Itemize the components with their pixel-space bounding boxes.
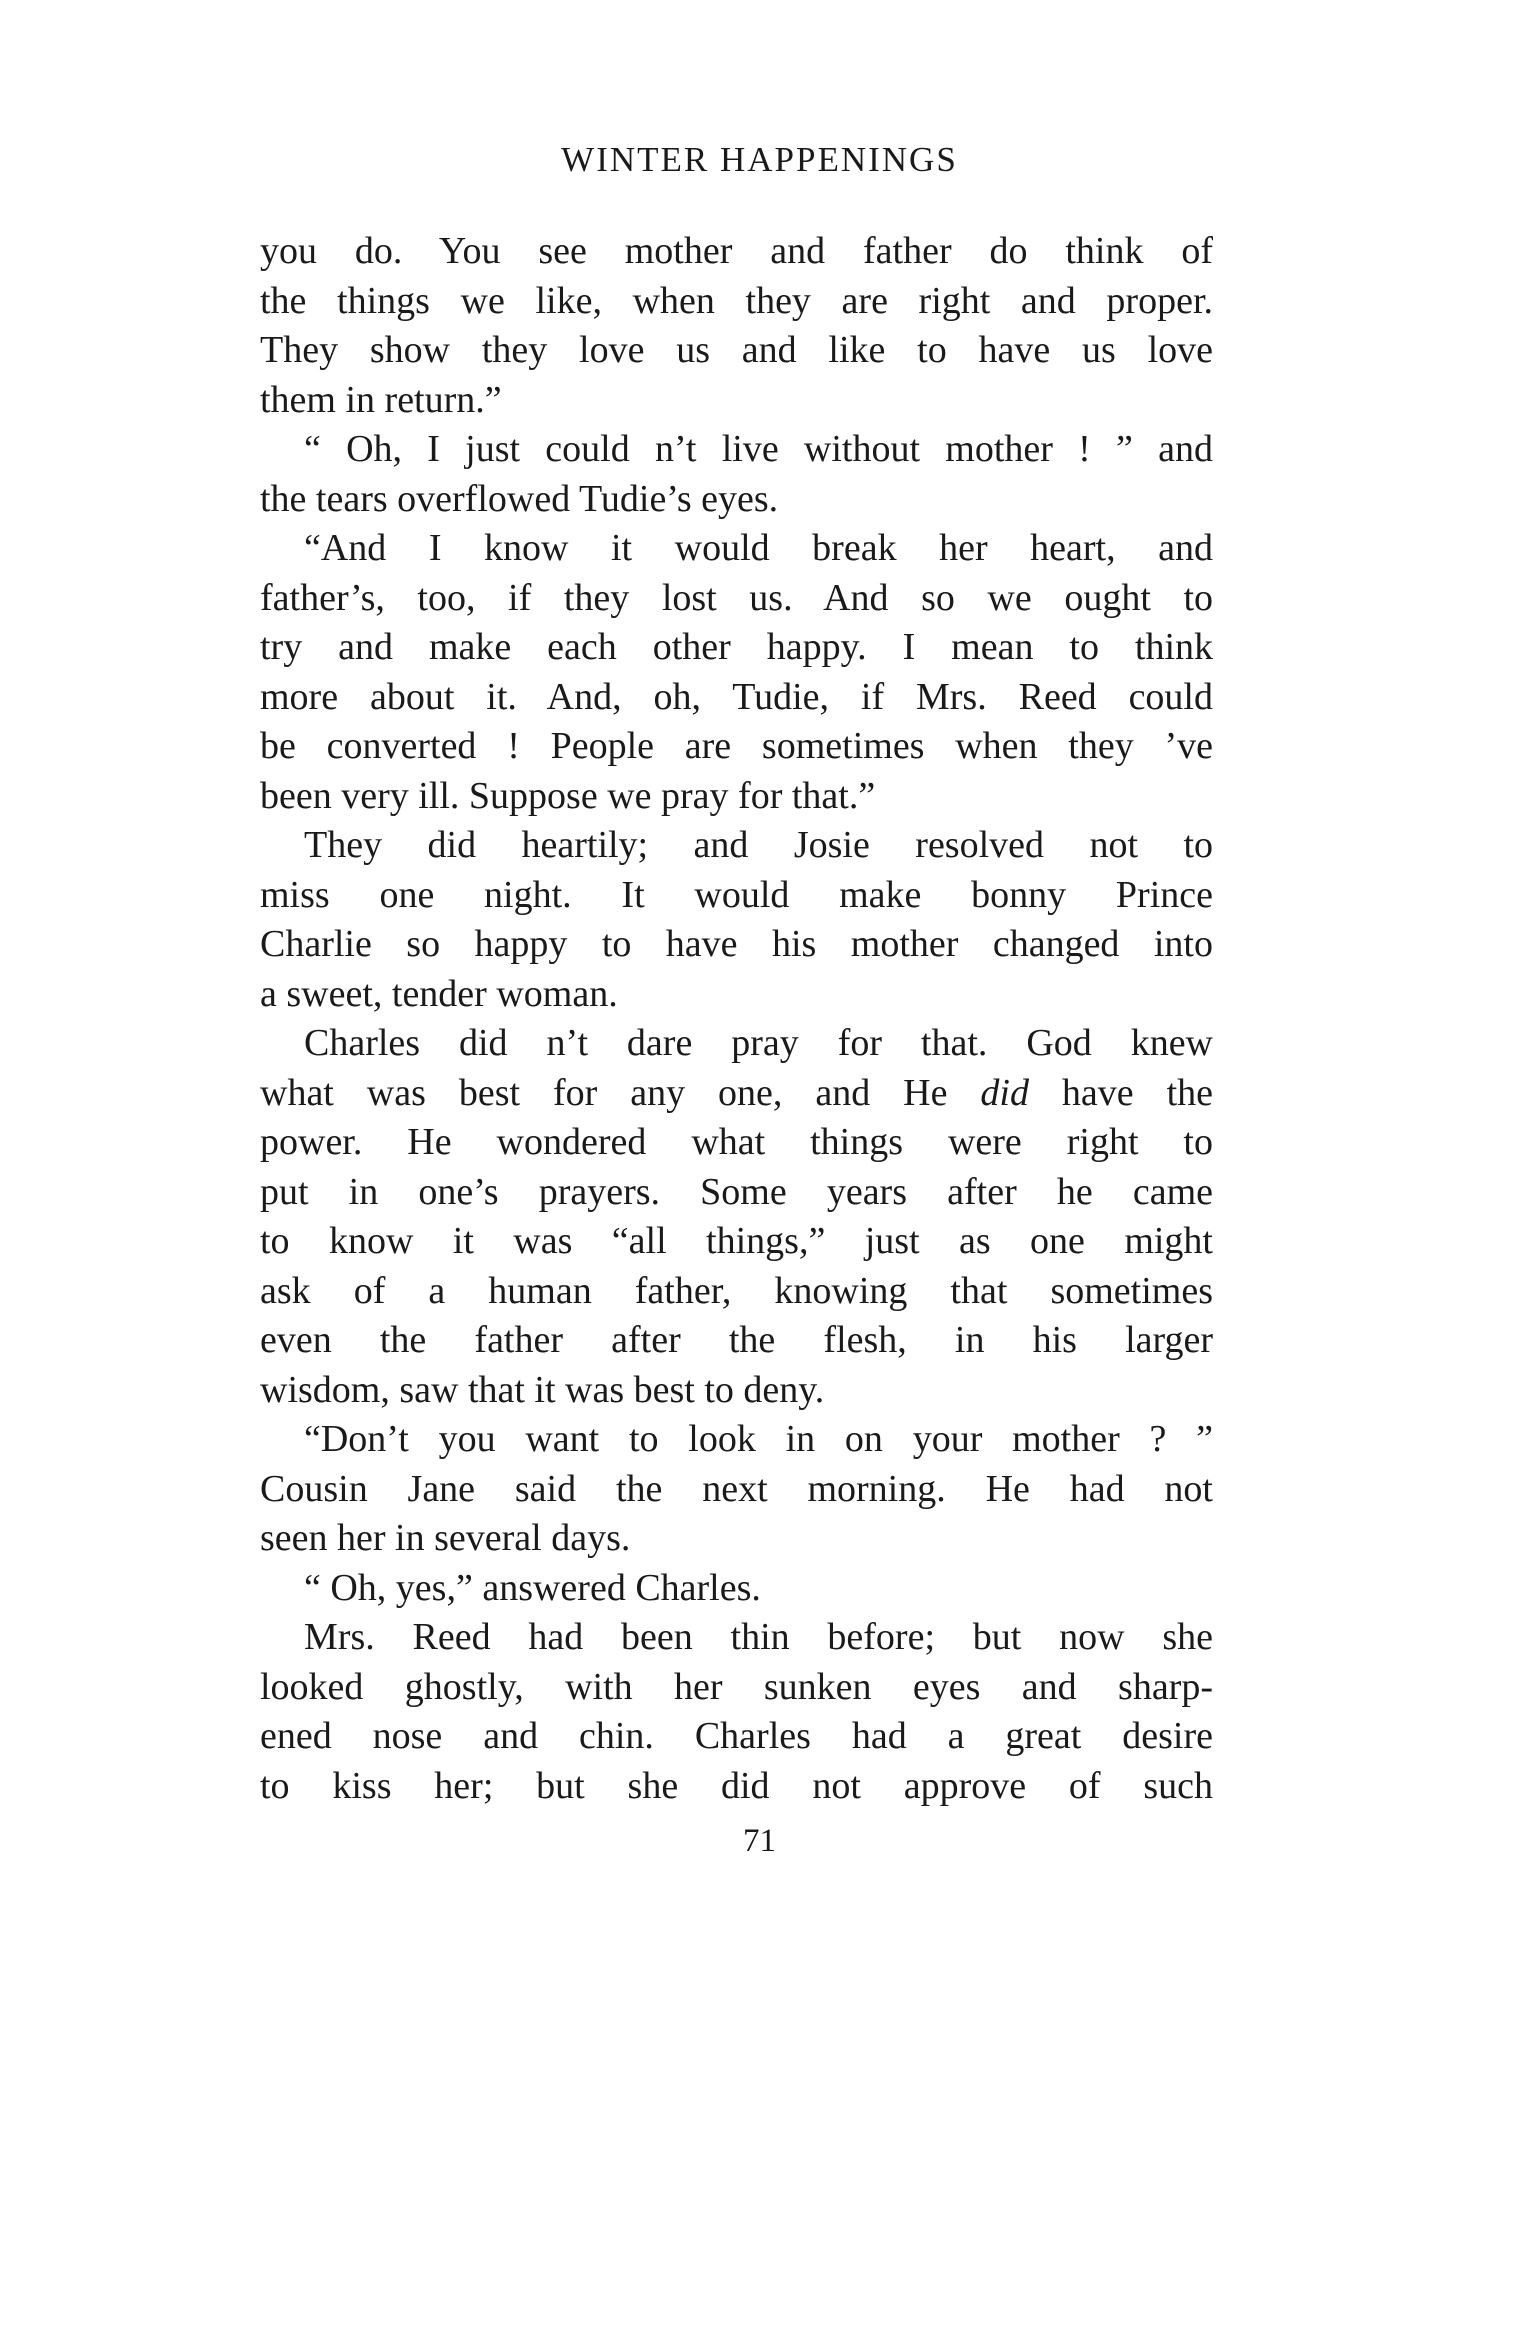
text-line: Charlie so happy to have his mother changed into — [260, 923, 1213, 965]
text-line: more about it. And, oh, Tudie, if Mrs. Reed could — [260, 675, 1213, 718]
text-line: “ Oh, yes,” answered Charles. — [304, 1566, 761, 1609]
text-line: to know it was “all things,” just as one might — [260, 1220, 1213, 1262]
text-line: “Don’t you want to look in on your mother ? ” — [304, 1418, 1213, 1460]
text-line: seen her in several days. — [260, 1517, 631, 1559]
text-line: the tears overflowed Tudie’s eyes. — [260, 477, 779, 520]
text-line: been very ill. Suppose we pray for that.” — [260, 774, 876, 817]
text-line: father’s, too, if they lost us. And so we ought to — [260, 576, 1213, 619]
running-head: WINTER HAPPENINGS — [561, 140, 958, 179]
text-line: looked ghostly, with her sunken eyes and sharp- — [260, 1665, 1213, 1708]
text-line: ask of a human father, knowing that sometimes — [260, 1269, 1213, 1312]
text-line: be converted ! People are sometimes when they ’ve — [260, 725, 1213, 767]
body-text — [260, 227, 1213, 1811]
text-line: Cousin Jane said the next morning. He had not — [260, 1467, 1213, 1510]
text-line: wisdom, saw that it was best to deny. — [260, 1368, 825, 1411]
text-line: miss one night. It would make bonny Prince — [260, 873, 1213, 916]
page-number: 71 — [743, 1823, 776, 1859]
text-line: to kiss her; but she did not approve of such — [260, 1764, 1213, 1807]
emphasis: did — [980, 1071, 1029, 1114]
text-line: you do. You see mother and father do think of — [260, 230, 1213, 272]
text-line: a sweet, tender woman. — [260, 972, 618, 1015]
text-line: them in return.” — [260, 378, 502, 421]
text-line: Charles did n’t dare pray for that. God knew — [304, 1022, 1213, 1064]
text-line: what was best for any one, and He did have the — [260, 1071, 1213, 1114]
text-line: They show they love us and like to have us love — [260, 329, 1213, 371]
text-line: the things we like, when they are right and proper. — [260, 279, 1213, 322]
text-line: “ Oh, I just could n’t live without mother ! ” and — [304, 428, 1213, 470]
text-line: Mrs. Reed had been thin before; but now she — [304, 1616, 1213, 1658]
text-line: even the father after the flesh, in his larger — [260, 1319, 1213, 1361]
text-line: power. He wondered what things were right to — [260, 1121, 1213, 1163]
text-line: put in one’s prayers. Some years after he came — [260, 1170, 1213, 1213]
text-line: try and make each other happy. I mean to think — [260, 626, 1213, 668]
text-line: “And I know it would break her heart, and — [304, 527, 1213, 569]
text-line: ened nose and chin. Charles had a great desire — [260, 1715, 1213, 1757]
text-line: They did heartily; and Josie resolved not to — [304, 824, 1213, 866]
